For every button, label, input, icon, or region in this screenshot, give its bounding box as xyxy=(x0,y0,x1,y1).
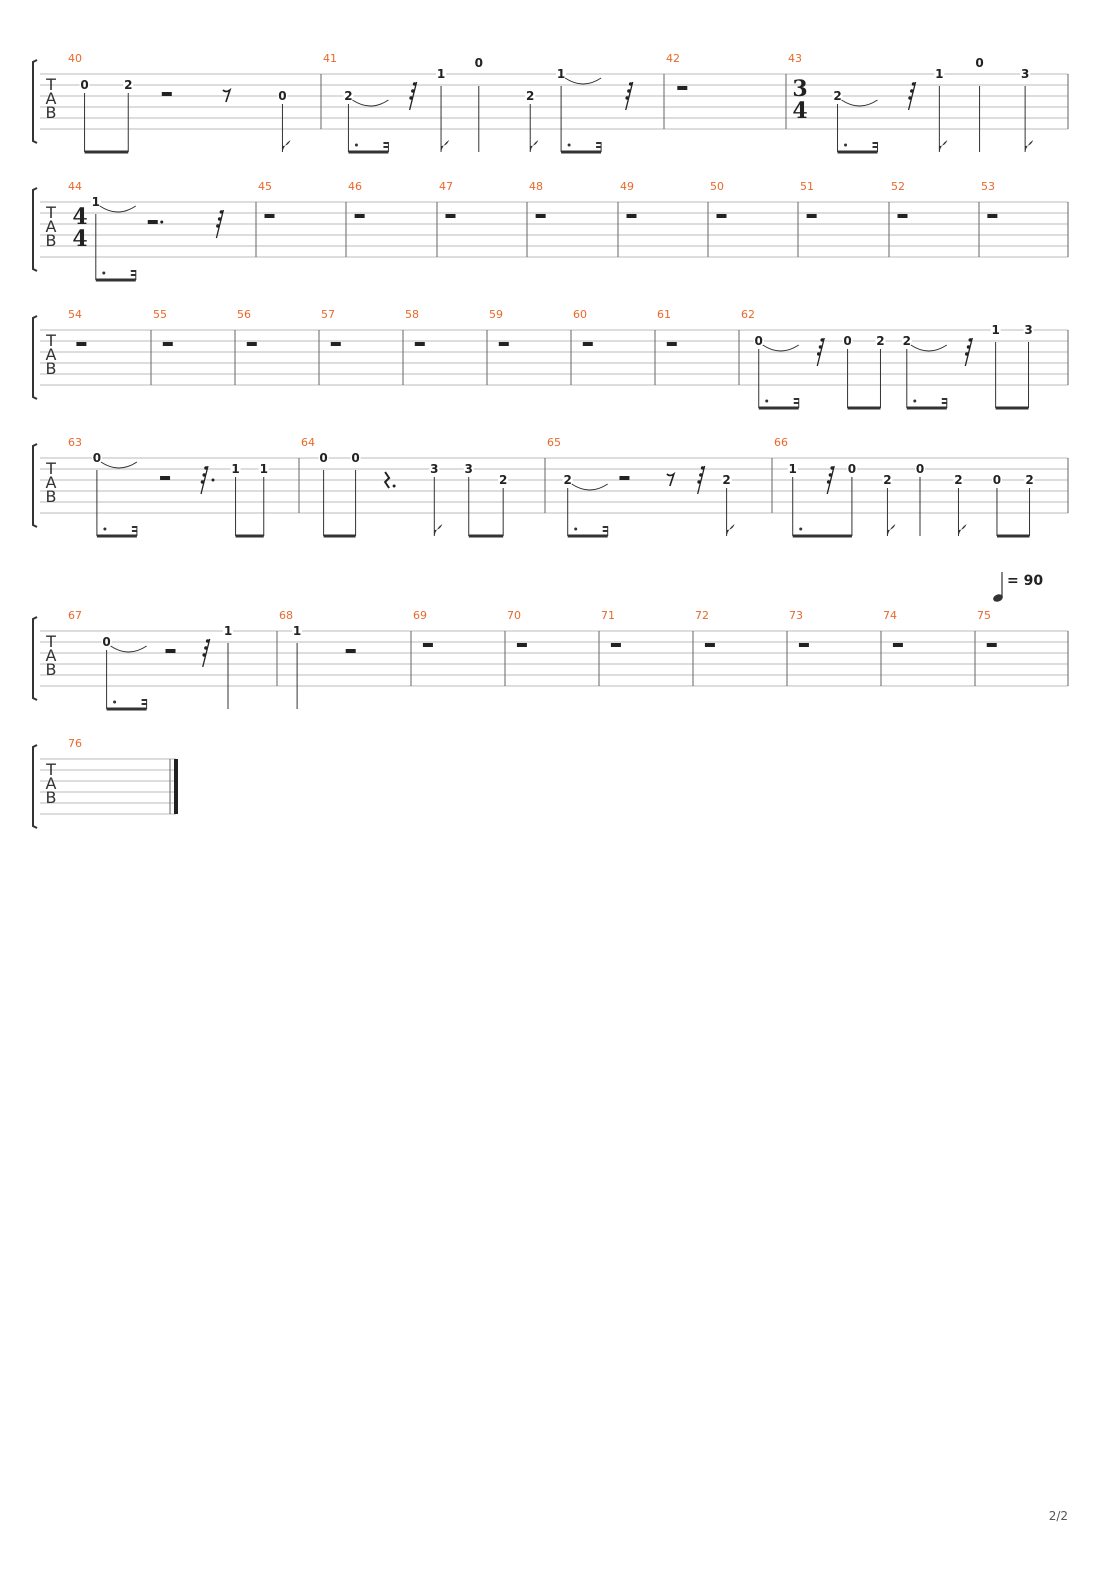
measure-number: 56 xyxy=(237,308,251,321)
fret-number: 0 xyxy=(351,451,360,465)
tie-arc xyxy=(111,646,147,652)
rhythm-dot xyxy=(102,272,105,275)
system-2 xyxy=(33,180,1068,280)
32nd-rest-hook xyxy=(701,466,705,470)
fret-number: 1 xyxy=(991,323,1000,337)
tab-clef-letter: T xyxy=(46,459,56,478)
measure-number: 71 xyxy=(601,609,615,622)
32nd-rest-hook xyxy=(817,352,821,356)
fret-number: 0 xyxy=(319,451,328,465)
tab-clef-letter: T xyxy=(46,331,56,350)
measure-48 xyxy=(529,180,546,218)
fret-number: 2 xyxy=(344,89,353,103)
fret-number: 0 xyxy=(915,462,925,476)
measure-53 xyxy=(981,180,997,218)
measure-number: 66 xyxy=(774,436,788,449)
measure-52 xyxy=(891,180,908,218)
fret-number: 0 xyxy=(847,462,857,476)
measure-number: 40 xyxy=(68,52,82,65)
rest-dot xyxy=(212,479,215,482)
tempo-marking xyxy=(992,572,1043,603)
tempo-value: = 90 xyxy=(1007,573,1044,589)
measure-42 xyxy=(666,52,687,90)
32nd-rest-hook xyxy=(202,473,206,477)
tie-arc xyxy=(572,484,608,490)
tab-clef-letter: T xyxy=(46,75,56,94)
measure-64 xyxy=(301,436,508,536)
measure-number: 70 xyxy=(507,609,521,622)
fret-number: 0 xyxy=(975,56,984,70)
32nd-rest-hook xyxy=(699,473,703,477)
half-rest xyxy=(619,476,629,480)
measure-number: 52 xyxy=(891,180,905,193)
measure-number: 48 xyxy=(529,180,543,193)
measure-75 xyxy=(977,609,997,647)
measure-number: 64 xyxy=(301,436,315,449)
fret-number: 2 xyxy=(954,473,963,487)
eighth-flag xyxy=(887,524,895,536)
fret-number: 1 xyxy=(91,195,100,209)
tie-arc xyxy=(911,345,947,351)
measure-76 xyxy=(68,737,82,750)
tie-arc xyxy=(763,345,799,351)
rhythm-dot xyxy=(765,400,768,403)
fret-number: 0 xyxy=(80,78,89,92)
page-number: 2/2 xyxy=(1048,1509,1068,1523)
whole-rest xyxy=(705,643,715,647)
measure-number: 47 xyxy=(439,180,453,193)
tie-arc xyxy=(100,206,136,212)
system-bracket xyxy=(33,188,37,271)
32nd-rest-hook xyxy=(965,352,969,356)
whole-rest xyxy=(517,643,527,647)
measure-43 xyxy=(788,52,1033,152)
rest-dot xyxy=(393,485,396,488)
measure-number: 65 xyxy=(547,436,561,449)
system-6 xyxy=(33,737,176,828)
whole-rest xyxy=(76,342,86,346)
measure-61 xyxy=(657,308,677,346)
tab-clef-letter: T xyxy=(46,203,56,222)
eighth-flag xyxy=(958,524,966,536)
whole-rest xyxy=(355,214,365,218)
whole-rest xyxy=(247,342,257,346)
rhythm-dot xyxy=(799,528,802,531)
system-5 xyxy=(33,609,1068,709)
whole-rest xyxy=(667,342,677,346)
32nd-rest-hook xyxy=(910,89,914,93)
measure-number: 73 xyxy=(789,609,803,622)
measure-65 xyxy=(547,436,735,536)
rhythm-dot xyxy=(113,701,116,704)
fret-number: 3 xyxy=(1020,67,1030,81)
fret-number: 0 xyxy=(754,334,763,348)
eighth-flag xyxy=(530,140,538,152)
measure-number: 75 xyxy=(977,609,991,622)
whole-rest xyxy=(583,342,593,346)
eighth-flag xyxy=(441,140,449,152)
fret-number: 0 xyxy=(278,89,287,103)
rhythm-dot xyxy=(568,144,571,147)
32nd-rest-hook xyxy=(830,466,834,470)
32nd-rest-hook xyxy=(216,224,220,228)
whole-rest xyxy=(677,86,687,90)
fret-number: 0 xyxy=(843,334,852,348)
measure-number: 60 xyxy=(573,308,587,321)
rhythm-dot xyxy=(574,528,577,531)
half-rest xyxy=(160,476,170,480)
32nd-rest-hook xyxy=(629,82,633,86)
eighth-flag xyxy=(939,140,947,152)
32nd-rest-hook xyxy=(413,82,417,86)
measure-number: 53 xyxy=(981,180,995,193)
fret-number: 3 xyxy=(464,462,473,476)
whole-rest xyxy=(799,643,809,647)
measure-number: 76 xyxy=(68,737,82,750)
measure-number: 59 xyxy=(489,308,503,321)
fret-number: 2 xyxy=(526,89,535,103)
whole-rest xyxy=(807,214,817,218)
fret-number: 2 xyxy=(499,473,508,487)
tab-clef-letter: B xyxy=(45,487,57,506)
32nd-rest-hook xyxy=(819,345,823,349)
measure-49 xyxy=(620,180,637,218)
measure-number: 72 xyxy=(695,609,709,622)
tab-clef-letter: A xyxy=(45,646,57,665)
whole-rest xyxy=(611,643,621,647)
system-bracket xyxy=(33,444,37,527)
32nd-rest-hook xyxy=(218,217,222,221)
measure-number: 62 xyxy=(741,308,755,321)
measure-number: 51 xyxy=(800,180,814,193)
tab-clef-letter: B xyxy=(45,231,57,250)
fret-number: 1 xyxy=(788,462,797,476)
32nd-rest-hook xyxy=(829,473,833,477)
measure-number: 54 xyxy=(68,308,82,321)
measure-72 xyxy=(695,609,715,647)
measure-57 xyxy=(321,308,341,346)
32nd-rest-hook xyxy=(967,345,971,349)
fret-number: 0 xyxy=(992,473,1002,487)
32nd-rest-hook xyxy=(204,466,208,470)
tab-clef-letter: A xyxy=(45,473,57,492)
system-bracket xyxy=(33,60,37,143)
whole-rest xyxy=(423,643,433,647)
measure-41 xyxy=(323,52,633,152)
32nd-rest-hook xyxy=(201,480,205,484)
measure-number: 42 xyxy=(666,52,680,65)
measure-number: 43 xyxy=(788,52,802,65)
measure-number: 55 xyxy=(153,308,167,321)
32nd-rest-hook xyxy=(827,480,831,484)
fret-number: 1 xyxy=(556,67,566,81)
fret-number: 1 xyxy=(259,462,268,476)
32nd-rest-hook xyxy=(820,338,824,342)
time-signature-top: 3 xyxy=(792,76,808,102)
tab-clef-letter: B xyxy=(45,660,57,679)
tab-clef-letter: T xyxy=(46,760,56,779)
whole-rest xyxy=(893,643,903,647)
whole-rest xyxy=(446,214,456,218)
measure-number: 41 xyxy=(323,52,337,65)
whole-rest xyxy=(415,342,425,346)
whole-rest xyxy=(265,214,275,218)
fret-number: 3 xyxy=(1024,323,1033,337)
time-signature-bottom: 4 xyxy=(792,98,808,124)
measure-number: 63 xyxy=(68,436,82,449)
rhythm-dot xyxy=(913,400,916,403)
measure-number: 44 xyxy=(68,180,82,193)
tab-clef-letter: T xyxy=(46,632,56,651)
measure-number: 69 xyxy=(413,609,427,622)
measure-number: 61 xyxy=(657,308,671,321)
fret-number: 1 xyxy=(935,67,944,81)
whole-rest xyxy=(499,342,509,346)
32nd-rest-hook xyxy=(202,653,206,657)
fret-number: 1 xyxy=(292,624,302,638)
measure-56 xyxy=(237,308,257,346)
fret-number: 2 xyxy=(902,334,911,348)
32nd-rest-hook xyxy=(697,480,701,484)
measure-number: 57 xyxy=(321,308,335,321)
measure-74 xyxy=(883,609,903,647)
whole-rest xyxy=(627,214,637,218)
rhythm-dot xyxy=(355,144,358,147)
measure-40 xyxy=(68,52,290,152)
measure-44 xyxy=(68,180,223,280)
whole-rest xyxy=(987,214,997,218)
measure-63 xyxy=(68,436,269,536)
measure-number: 74 xyxy=(883,609,897,622)
measure-45 xyxy=(258,180,275,218)
measure-number: 49 xyxy=(620,180,634,193)
tab-clef-letter: A xyxy=(45,774,57,793)
whole-rest xyxy=(987,643,997,647)
32nd-rest-hook xyxy=(908,96,912,100)
32nd-rest-hook xyxy=(204,646,208,650)
half-dotted-rest xyxy=(148,220,158,224)
32nd-rest-hook xyxy=(969,338,973,342)
32nd-rest-hook xyxy=(409,96,413,100)
fret-number: 0 xyxy=(102,635,111,649)
rest-dot xyxy=(160,221,163,224)
fret-number: 2 xyxy=(722,473,731,487)
half-rest xyxy=(166,649,176,653)
eighth-flag xyxy=(282,140,290,152)
measure-73 xyxy=(789,609,809,647)
measure-60 xyxy=(573,308,593,346)
32nd-rest-hook xyxy=(625,96,629,100)
rhythm-dot xyxy=(103,528,106,531)
time-signature-bottom: 4 xyxy=(72,226,88,252)
fret-number: 1 xyxy=(436,67,446,81)
measure-69 xyxy=(413,609,433,647)
system-1 xyxy=(33,52,1068,152)
tie-arc xyxy=(101,462,137,468)
32nd-rest-hook xyxy=(627,89,631,93)
measure-66 xyxy=(774,436,1035,536)
measure-number: 46 xyxy=(348,180,362,193)
measure-46 xyxy=(348,180,365,218)
tie-arc xyxy=(352,100,388,106)
measure-62 xyxy=(741,308,1034,408)
whole-rest xyxy=(163,342,173,346)
tab-clef-letter: A xyxy=(45,89,57,108)
measure-number: 50 xyxy=(710,180,724,193)
measure-number: 58 xyxy=(405,308,419,321)
fret-number: 3 xyxy=(430,462,439,476)
system-bracket xyxy=(33,316,37,399)
measure-51 xyxy=(800,180,817,218)
whole-rest xyxy=(536,214,546,218)
fret-number: 1 xyxy=(231,462,240,476)
measure-67 xyxy=(68,609,233,709)
measure-47 xyxy=(439,180,456,218)
half-rest xyxy=(346,649,356,653)
whole-rest xyxy=(717,214,727,218)
rhythm-dot xyxy=(844,144,847,147)
system-bracket xyxy=(33,617,37,700)
fret-number: 2 xyxy=(1025,473,1034,487)
half-rest xyxy=(162,92,172,96)
measure-54 xyxy=(68,308,86,346)
32nd-rest-hook xyxy=(411,89,415,93)
fret-number: 2 xyxy=(876,334,885,348)
fret-number: 0 xyxy=(474,56,483,70)
measure-number: 68 xyxy=(279,609,293,622)
measure-58 xyxy=(405,308,425,346)
32nd-rest-hook xyxy=(220,210,224,214)
measure-59 xyxy=(489,308,509,346)
system-3 xyxy=(33,308,1068,408)
tab-clef-letter: B xyxy=(45,359,57,378)
32nd-rest-hook xyxy=(912,82,916,86)
measure-68 xyxy=(279,609,356,709)
system-4 xyxy=(33,436,1068,536)
fret-number: 1 xyxy=(223,624,233,638)
tie-arc xyxy=(565,78,601,84)
tab-clef-letter: B xyxy=(45,103,57,122)
measure-70 xyxy=(507,609,527,647)
whole-rest xyxy=(331,342,341,346)
fret-number: 2 xyxy=(124,78,133,92)
measure-71 xyxy=(601,609,621,647)
fret-number: 0 xyxy=(92,451,102,465)
eighth-flag xyxy=(1025,140,1033,152)
fret-number: 2 xyxy=(883,473,892,487)
eighth-flag xyxy=(434,524,442,536)
tab-clef-letter: A xyxy=(45,345,57,364)
32nd-rest-hook xyxy=(206,639,210,643)
measure-number: 45 xyxy=(258,180,272,193)
eighth-flag xyxy=(727,524,735,536)
system-bracket xyxy=(33,745,37,828)
measure-50 xyxy=(710,180,727,218)
time-signature-top: 4 xyxy=(72,204,88,230)
quarter-rest xyxy=(385,472,389,488)
tie-arc xyxy=(842,100,878,106)
whole-rest xyxy=(898,214,908,218)
measure-number: 67 xyxy=(68,609,82,622)
measure-55 xyxy=(153,308,173,346)
fret-number: 2 xyxy=(563,473,572,487)
fret-number: 2 xyxy=(833,89,842,103)
tab-clef-letter: B xyxy=(45,788,57,807)
tab-clef-letter: A xyxy=(45,217,57,236)
